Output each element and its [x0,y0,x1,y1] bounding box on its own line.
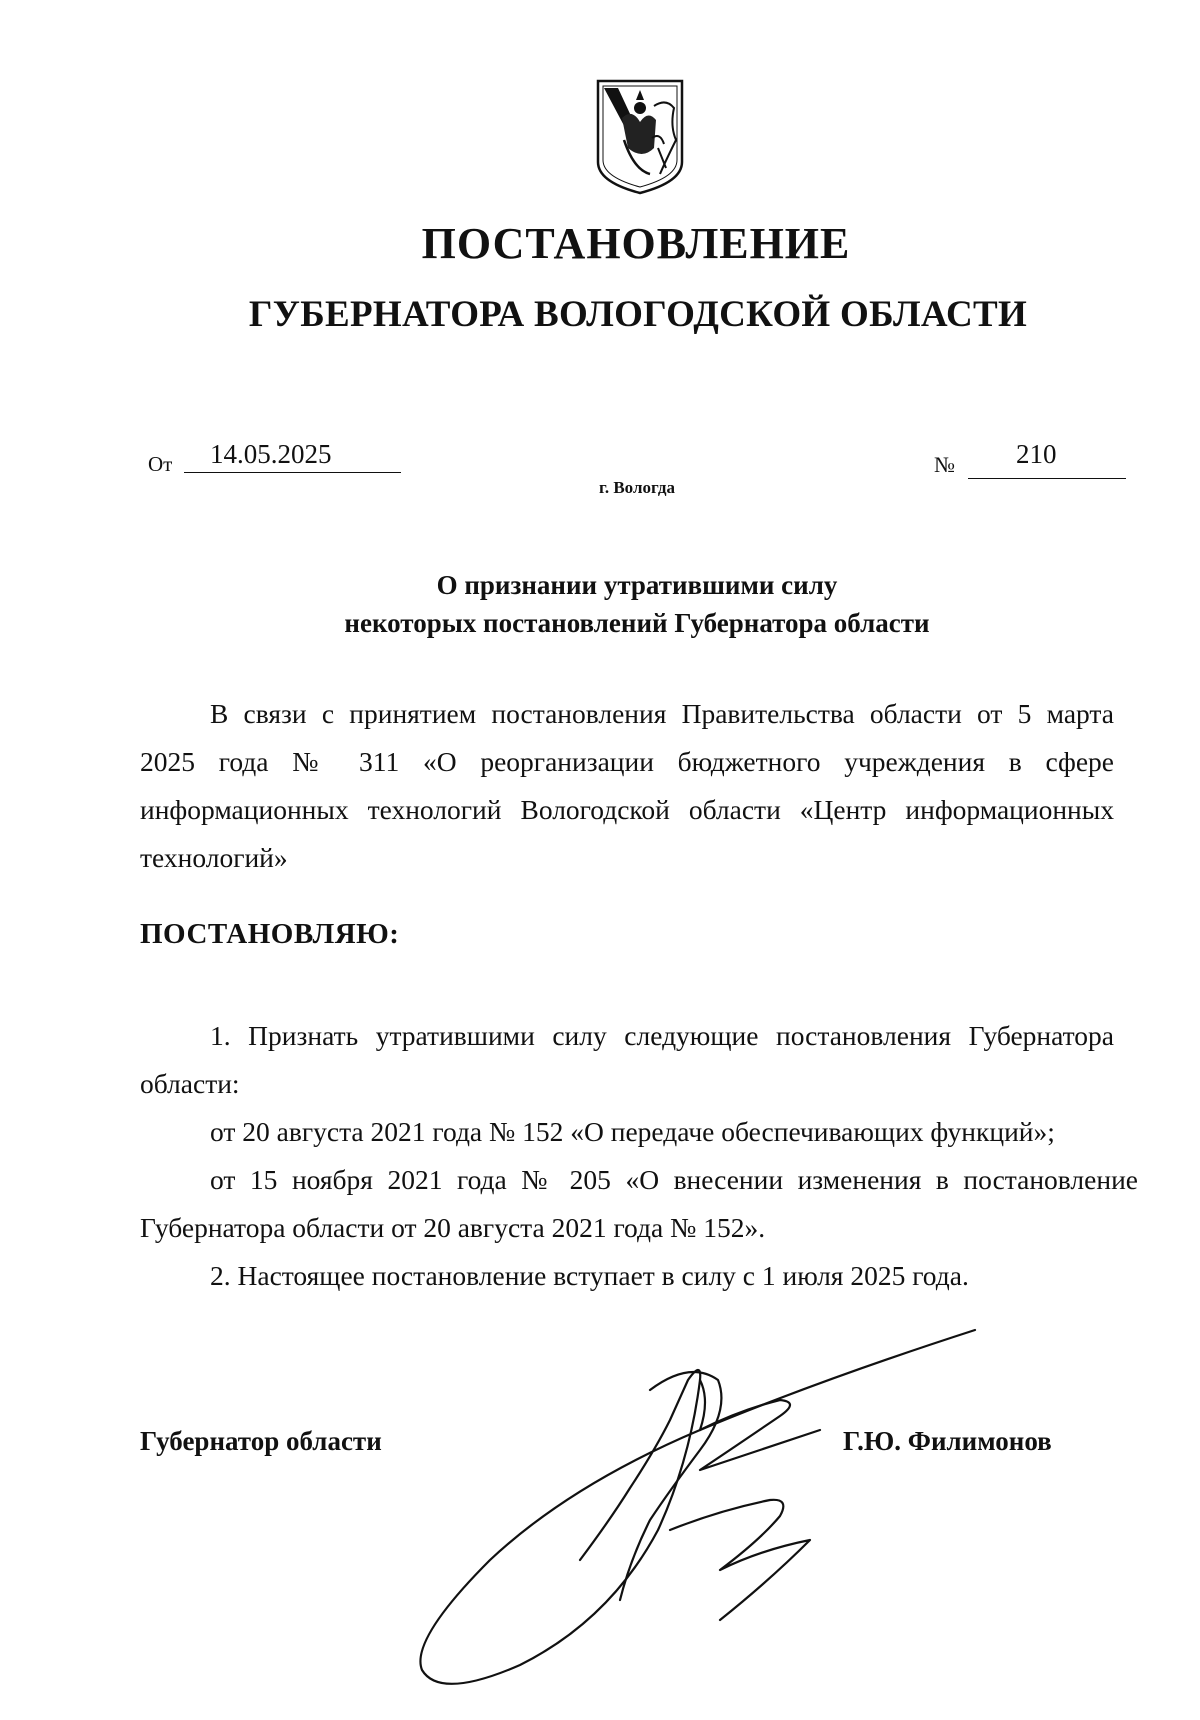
item-2 [140,1252,1114,1300]
item-1 [140,1012,1114,1108]
coat-of-arms-icon [594,78,686,196]
entry-1-text: от 20 августа 2021 года № 152 «О передаче обеспечивающих функций»; [210,1116,1055,1147]
item-1-entry-1 [140,1108,1114,1156]
item-1-line-1: 1. Признать утратившими силу следующие постановления Губернатора [210,1020,1114,1051]
resolve-heading: ПОСТАНОВЛЯЮ: [140,918,400,950]
item-1-line-2: области: [140,1068,240,1099]
subject-line-2: некоторых постановлений Губернатора области [344,608,930,638]
signer-name: Г.Ю. Филимонов [843,1426,1052,1456]
preamble-line-2: 2025 года № 311 «О реорганизации бюджетного учреждения в сфере [140,746,1114,777]
preamble-line-4: технологий» [140,842,288,873]
item-1-entry-2 [140,1156,1138,1252]
number-prefix: № [934,452,955,477]
item-2-text: 2. Настоящее постановление вступает в силу с 1 июля 2025 года. [210,1260,969,1291]
handwritten-signature [400,1320,1000,1720]
city: г. Вологда [599,478,675,497]
entry-2-line-2: Губернатора области от 20 августа 2021 года № 152». [140,1212,766,1243]
date-prefix: От [148,452,173,476]
document-subtitle: ГУБЕРНАТОРА ВОЛОГОДСКОЙ ОБЛАСТИ [248,294,1028,335]
document-date: 14.05.2025 [210,439,332,469]
preamble [140,690,1114,882]
preamble-line-1: В связи с принятием постановления Правительства области от 5 марта [210,698,1114,729]
entry-2-line-1: от 15 ноября 2021 года № 205 «О внесении изменения в постановление [210,1164,1138,1195]
signer-title: Губернатор области [140,1426,382,1456]
subject-line-1: О признании утратившими силу [436,570,838,600]
document-title: ПОСТАНОВЛЕНИЕ [421,219,851,268]
date-underline [184,472,401,473]
document-number: 210 [1016,439,1057,469]
document-subject [0,566,1200,642]
preamble-line-3: информационных технологий Вологодской области «Центр информационных [140,794,1114,825]
